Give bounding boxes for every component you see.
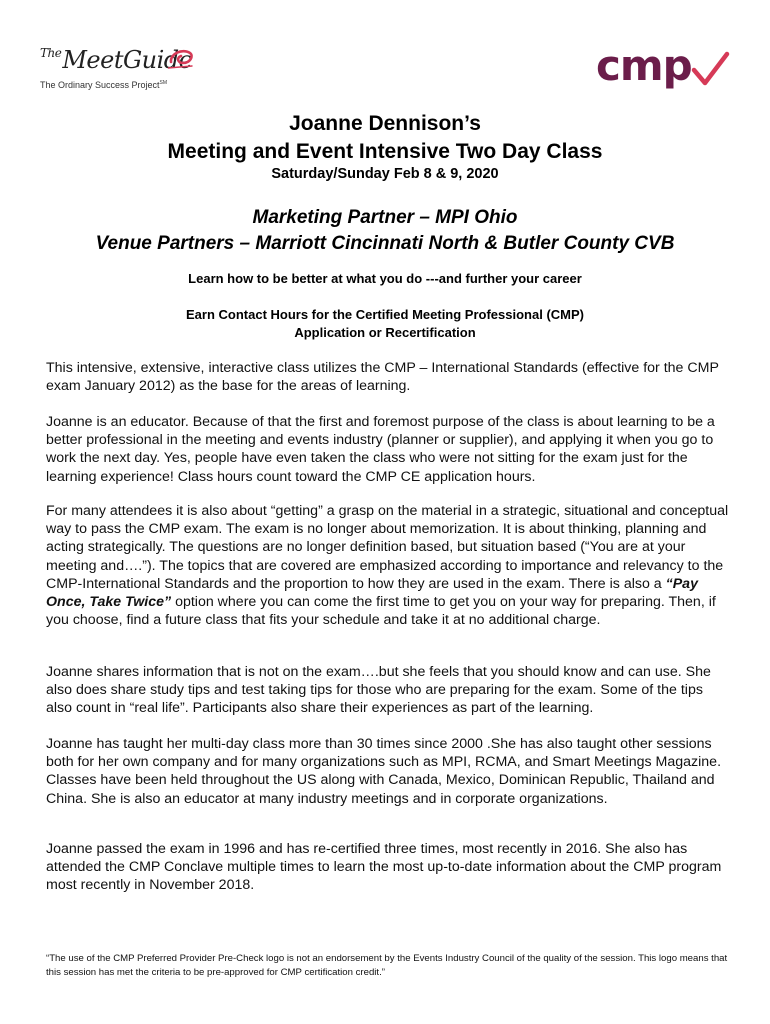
cmp-logo [596, 41, 730, 92]
paragraph-3-text [46, 502, 730, 629]
event-date: Saturday/Sunday Feb 8 & 9, 2020 [271, 166, 499, 182]
paragraph-3 [46, 502, 730, 629]
tagline-mark: SM [159, 80, 168, 86]
paragraph-5-text: Joanne has taught her multi-day class more than 30 times since 2000 .She has also taught other sessions both for her own company and for many organizations such as MPI, RCMA, and Smart Meetings Magazine. Classes have been held throughout the US along with Canada, Mexico, Dominican Republic, Thailand and China. She is also an educator at many industry meetings and in corporate organizations. [46, 736, 722, 807]
learn-tagline: Learn how to be better at what you do ---and further your career [188, 271, 582, 286]
meetguide-tagline [40, 80, 167, 90]
earn-tagline-line2: Application or Recertification [294, 325, 476, 340]
check-icon [690, 50, 730, 90]
pay-once-emphasis: “Pay Once, Take Twice” [46, 575, 698, 611]
venue-partners: Venue Partners – Marriott Cincinnati North & Butler County CVB [95, 233, 675, 254]
paragraph-6-text: Joanne passed the exam in 1996 and has re-certified three times, most recently in 2016. She also has attended the CMP Conclave multiple times to learn the most up-to-date information about the CMP program most recently in November 2018. [46, 841, 722, 894]
cmp-wordmark: cmp [596, 41, 692, 90]
tagline-text: The Ordinary Success Project [40, 80, 160, 90]
title-line2: Meeting and Event Intensive Two Day Class [167, 140, 603, 163]
logo-the: The [40, 46, 62, 60]
paragraph-1-text: This intensive, extensive, interactive class utilizes the CMP – International Standards (effective for the CMP exam January 2012) as the base for the areas of learning. [46, 360, 719, 395]
paragraph-1 [46, 359, 730, 395]
logo-brand: MeetGuide [62, 46, 193, 74]
paragraph-3-part2: option where you can come the first time to get you on your way for preparing. Then, if you choose, find a future class that fits your schedule and take it at no additional charge. [46, 594, 716, 629]
swirl-icon [168, 48, 194, 70]
footnote: “The use of the CMP Preferred Provider Pre-Check logo is not an endorsement by the Events Industry Council of the quality of the session. This logo means that this session has met the criteria to be pre-approved for CMP certification credit.” [46, 953, 728, 978]
meetguide-logo [40, 44, 193, 100]
paragraph-2-text: Joanne is an educator. Because of that the first and foremost purpose of the class is about learning to be a better professional in the meeting and events industry (planner or supplier), and applying it when you go to work the next day. Yes, people have even taken the class who were not sitting for the exam just for the learning experience! Class hours count toward the CMP CE application hours. [46, 414, 715, 485]
paragraph-6 [46, 840, 730, 895]
paragraph-5 [46, 735, 730, 808]
paragraph-3-part1: For many attendees it is also about “getting” a grasp on the material in a strategic, situational and conceptual way to pass the CMP exam. The exam is no longer about memorization. It is about thinking, planning and acting strategically. The questions are no longer definition based, but situation based (“You are at your meeting and….”). The topics that are covered are emphasized according to importance and relevancy to the CMP-International Standards and the proportion to how they are used in the exam. There is also a [46, 503, 729, 592]
marketing-partner: Marketing Partner – MPI Ohio [252, 207, 518, 228]
paragraph-4 [46, 663, 730, 718]
paragraph-4-text: Joanne shares information that is not on the exam….but she feels that you should know and can use. She also does share study tips and test taking tips for those who are preparing for the exam. Some of the tips also count in “real life”. Participants also share their experiences as part of the learning. [46, 664, 711, 717]
title-line1: Joanne Dennison’s [289, 112, 481, 135]
paragraph-2 [46, 413, 730, 486]
earn-tagline-line1: Earn Contact Hours for the Certified Meeting Professional (CMP) [186, 307, 584, 322]
